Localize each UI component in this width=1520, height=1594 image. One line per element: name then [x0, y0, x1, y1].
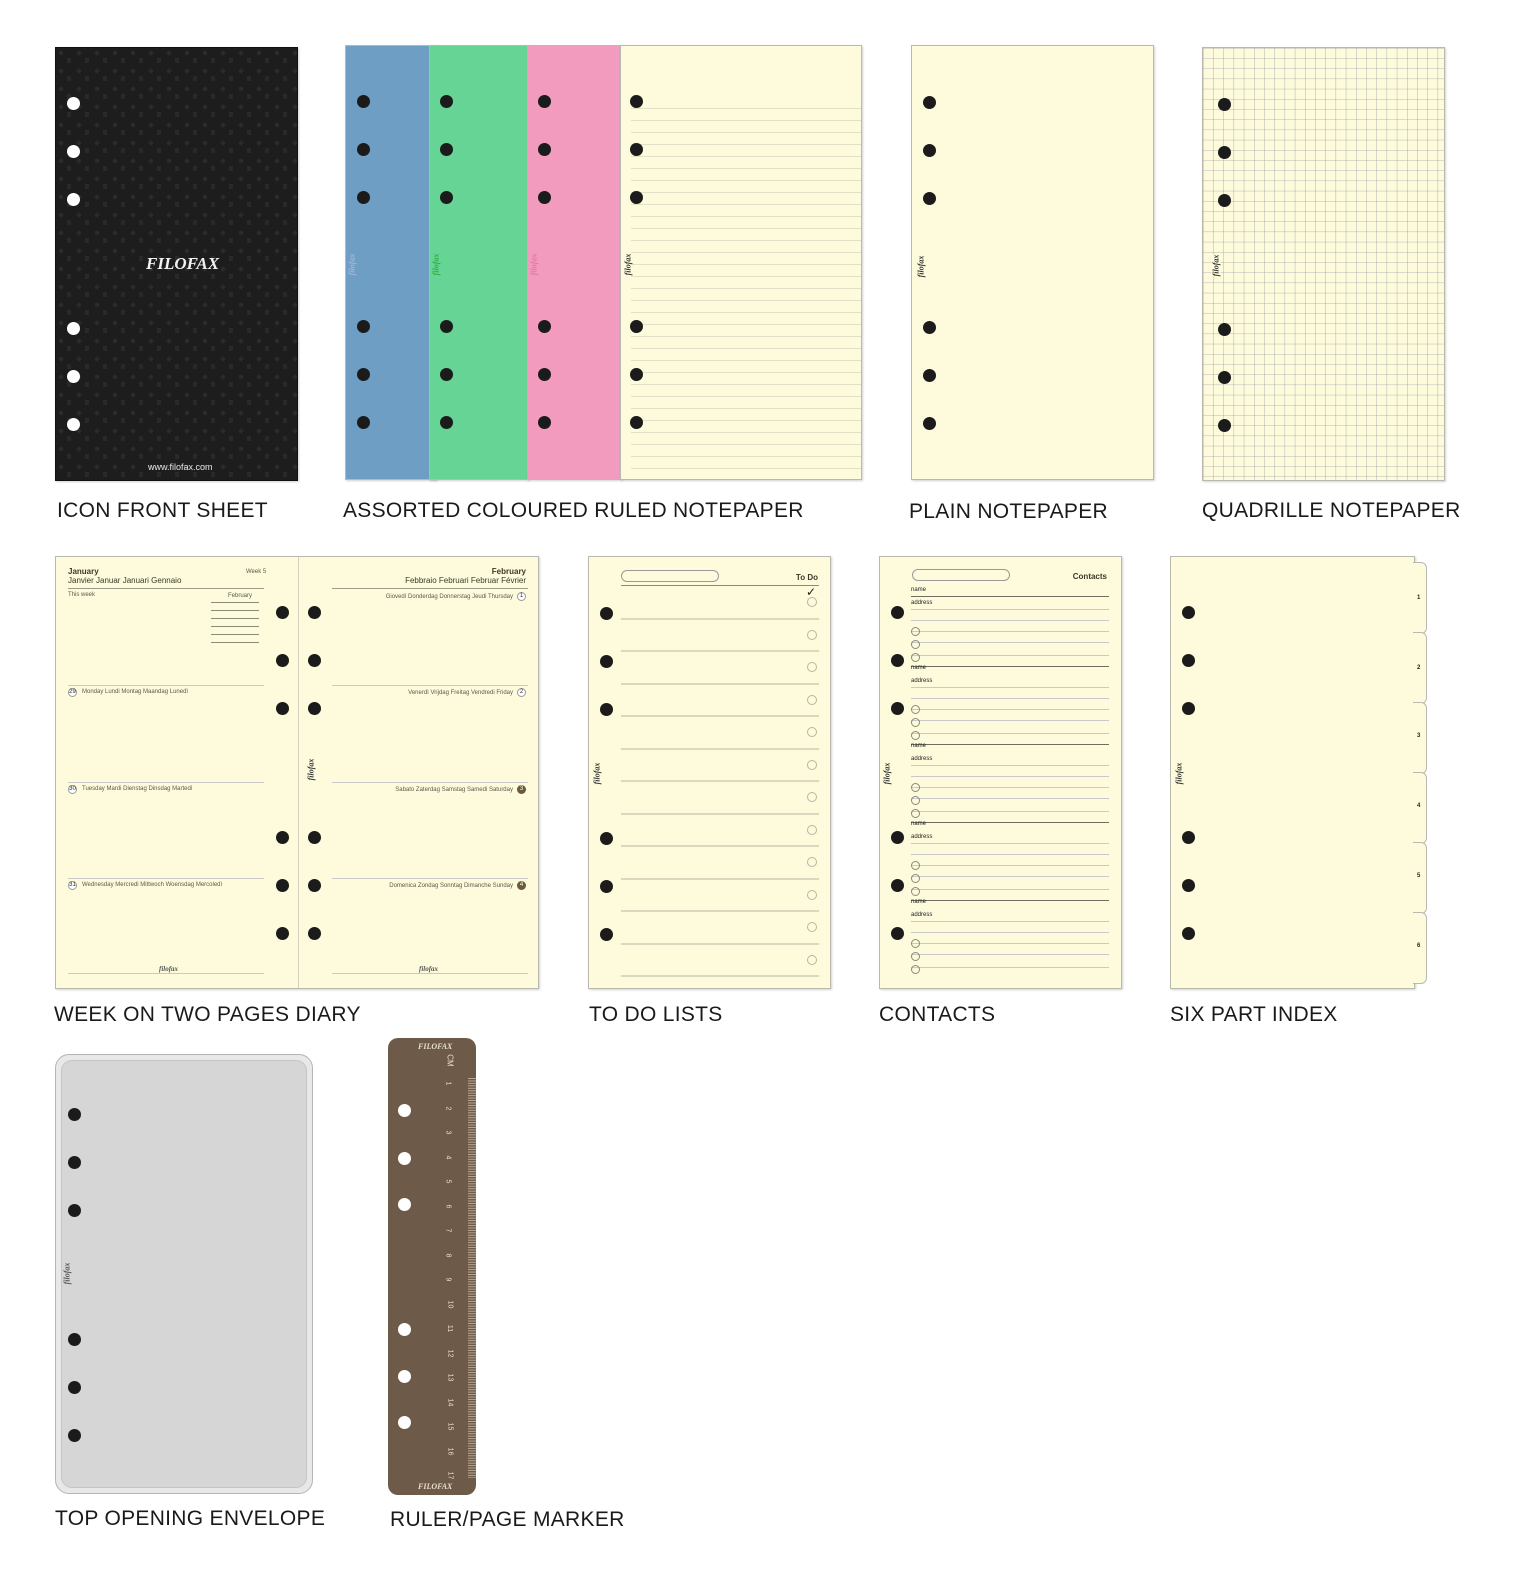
plain-notepaper — [911, 45, 1154, 480]
to-do-header: To Do — [795, 573, 818, 582]
filofax-logo: filofax — [592, 762, 602, 785]
filofax-logo: filofax — [916, 255, 926, 278]
ruler-mark: 3 — [444, 1130, 452, 1135]
filofax-logo: FILOFAX — [146, 254, 220, 273]
index-tab-2[interactable]: 2 — [1413, 632, 1427, 704]
blue-sheet — [345, 45, 437, 480]
ruler-mark: 5 — [444, 1179, 452, 1184]
field-address: address — [911, 912, 933, 918]
hole — [67, 418, 80, 431]
ruler-unit: CM — [445, 1054, 455, 1067]
label-to-do-lists: TO DO LISTS — [589, 1003, 723, 1026]
assorted-coloured-notepaper — [345, 45, 862, 480]
green-sheet — [429, 45, 529, 480]
diary-this-week: This week — [68, 592, 96, 598]
field-address: address — [911, 834, 933, 840]
filofax-logo: FILOFAX — [418, 1482, 453, 1491]
diary-day: Sabato Zaterdag Samstag Samedi Saturday — [395, 787, 513, 793]
label-ruler-page-marker: RULER/PAGE MARKER — [390, 1508, 625, 1531]
filofax-logo: filofax — [623, 253, 633, 276]
ruler-mark: 10 — [446, 1300, 454, 1308]
label-top-opening-envelope: TOP OPENING ENVELOPE — [55, 1507, 326, 1530]
mini-calendar — [211, 600, 261, 648]
index-tabs — [1413, 562, 1428, 984]
ruler-mark: 9 — [444, 1277, 452, 1282]
label-quadrille-notepaper: QUADRILLE NOTEPAPER — [1202, 499, 1461, 522]
filofax-logo: FILOFAX — [418, 1042, 453, 1051]
label-contacts: CONTACTS — [879, 1003, 996, 1026]
field-name: name — [911, 587, 927, 593]
hole — [398, 1152, 411, 1165]
diary-day: Venerdì Vrijdag Freitag Vendredi Friday — [408, 690, 513, 696]
ruled-lines — [621, 46, 862, 480]
contacts — [879, 556, 1122, 989]
six-part-index — [1170, 556, 1415, 989]
week-on-two-pages-diary — [55, 556, 539, 989]
hole — [398, 1416, 411, 1429]
ruler-mark: 4 — [444, 1155, 452, 1159]
day-number-badge: 1 — [517, 592, 526, 601]
filofax-logo: filofax — [1211, 254, 1221, 277]
ruler-mark: 11 — [446, 1324, 454, 1333]
index-tab-6[interactable]: 6 — [1413, 912, 1427, 984]
to-do-lists — [588, 556, 831, 989]
diary-right-languages: Febbraio Februari Februar Février — [405, 576, 526, 585]
ruler-mark: 8 — [444, 1253, 452, 1257]
index-tab-1[interactable]: 1 — [1413, 562, 1427, 634]
day-number-badge: 30 — [69, 786, 76, 792]
ruler-mark: 6 — [444, 1204, 452, 1208]
field-name: name — [911, 743, 927, 749]
label-plain-notepaper: PLAIN NOTEPAPER — [909, 500, 1108, 523]
filofax-logo: filofax — [529, 253, 539, 276]
filofax-logo: filofax — [306, 758, 316, 781]
index-tab-3[interactable]: 3 — [1413, 702, 1427, 774]
filofax-logo: filofax — [416, 965, 441, 973]
label-six-part-index: SIX PART INDEX — [1170, 1003, 1338, 1026]
index-tab-5[interactable]: 5 — [1413, 842, 1427, 914]
pink-sheet — [527, 45, 622, 480]
ruler-mark: 1 — [444, 1081, 452, 1086]
day-number-badge: 2 — [517, 688, 526, 697]
day-number-badge: 29 — [69, 689, 76, 695]
label-week-on-two-pages: WEEK ON TWO PAGES DIARY — [54, 1003, 361, 1026]
icon-front-sheet — [55, 47, 298, 481]
diary-day: Wednesday Mercredi Mittwoch Woensdag Mercoledì — [82, 882, 223, 888]
hole — [398, 1370, 411, 1383]
index-tab-4[interactable]: 4 — [1413, 772, 1427, 844]
check-icon: ✓ — [805, 585, 816, 599]
filofax-logo: filofax — [882, 762, 892, 785]
quadrille-notepaper — [1202, 47, 1445, 481]
filofax-logo: filofax — [431, 253, 441, 276]
field-address: address — [911, 678, 933, 684]
ruler-mark: 15 — [446, 1422, 454, 1431]
hole — [398, 1323, 411, 1336]
hole — [398, 1104, 411, 1117]
hole — [67, 370, 80, 383]
hole — [67, 145, 80, 158]
field-address: address — [911, 600, 933, 606]
field-address: address — [911, 756, 933, 762]
hole — [67, 322, 80, 335]
hole — [67, 97, 80, 110]
diary-mini-month: February — [228, 593, 253, 599]
ruler-mark: 14 — [446, 1398, 454, 1406]
filofax-logo: filofax — [156, 965, 181, 973]
hole — [67, 193, 80, 206]
label-assorted-notepaper: ASSORTED COLOURED RULED NOTEPAPER — [343, 499, 804, 522]
label-icon-front-sheet: ICON FRONT SHEET — [57, 499, 268, 522]
ruler-page-marker — [388, 1038, 476, 1495]
ruler-mark: 12 — [446, 1349, 454, 1357]
top-opening-envelope — [55, 1054, 313, 1494]
hole — [398, 1198, 411, 1211]
diary-right-month: February — [491, 567, 526, 576]
day-number-badge: 31 — [69, 882, 76, 888]
diary-day: Monday Lundi Montag Maandag Lunedì — [82, 689, 189, 695]
grid — [1203, 48, 1445, 481]
day-number-badge: 3 — [517, 785, 526, 794]
website-url: www.filofax.com — [148, 462, 213, 472]
filofax-logo: filofax — [347, 253, 357, 276]
filofax-logo: filofax — [62, 1262, 72, 1285]
filofax-logo: filofax — [1174, 762, 1184, 785]
field-name: name — [911, 821, 927, 827]
diary-day: Tuesday Mardi Dienstag Dinsdag Martedì — [82, 786, 193, 792]
diary-left-month: January — [68, 567, 99, 576]
ruler-mark: 13 — [446, 1373, 454, 1382]
ruler-mark: 17 — [446, 1471, 454, 1480]
diary-day: Giovedì Donderdag Donnerstag Jeudi Thursday — [385, 594, 513, 600]
diary-left-languages: Janvier Januar Januari Gennaio — [68, 576, 182, 585]
cream-ruled-sheet — [620, 45, 862, 480]
todo-rows — [589, 557, 831, 989]
ruler-mark: 16 — [446, 1447, 454, 1455]
contacts-header: Contacts — [1072, 572, 1107, 581]
field-name: name — [911, 899, 927, 905]
field-name: name — [911, 665, 927, 671]
diary-day: Domenica Zondag Sonntag Dimanche Sunday — [389, 883, 513, 889]
ruler-mark: 7 — [444, 1228, 452, 1233]
diary-week-number: Week 5 — [246, 569, 267, 575]
ruler-mark: 2 — [444, 1106, 452, 1110]
day-number-badge: 4 — [517, 881, 526, 890]
